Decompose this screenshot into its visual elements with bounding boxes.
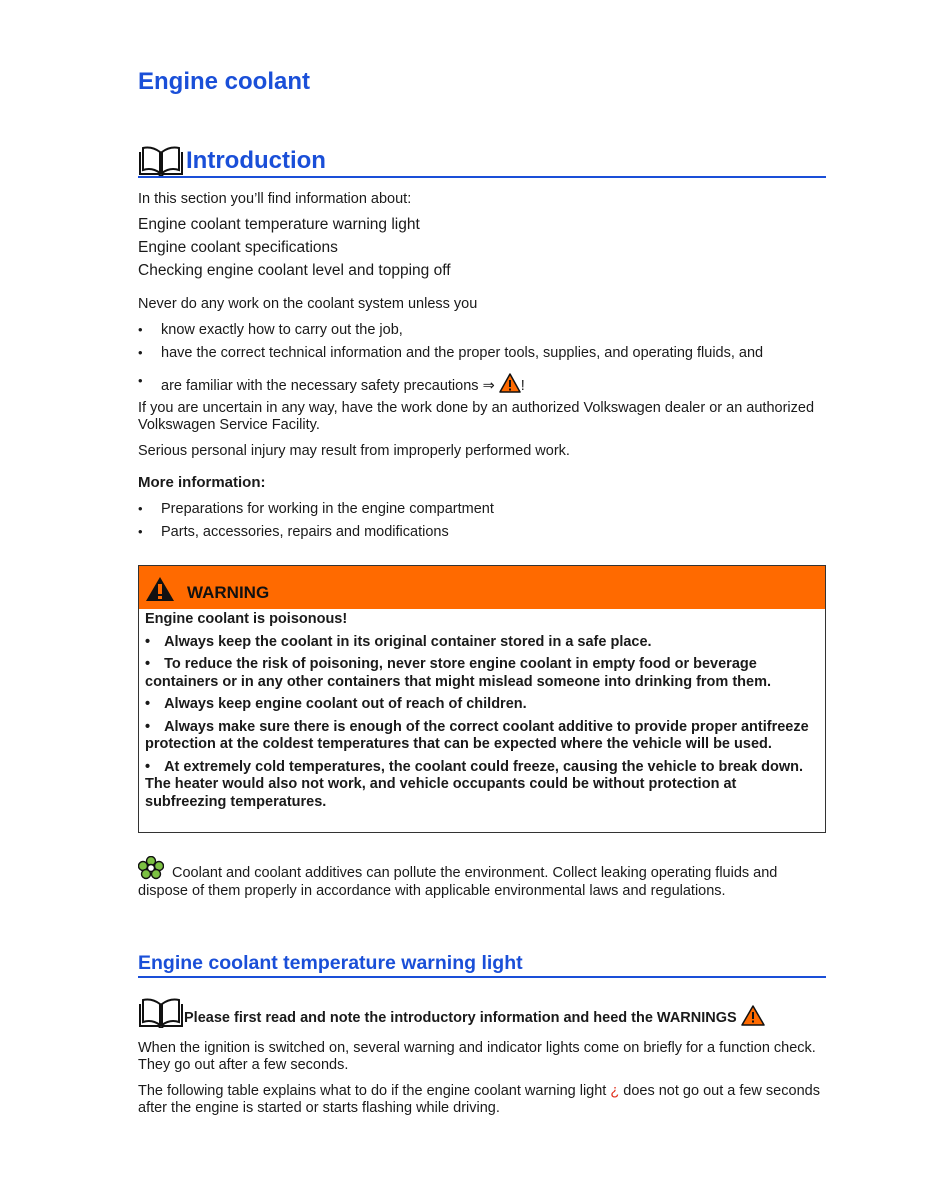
list-item: • have the correct technical information and the proper tools, supplies, and operating fluids, and — [138, 345, 826, 373]
read-first-text: Please first read and note the introductory information and heed the WARNINGS — [184, 1010, 737, 1026]
more-info-list — [138, 501, 826, 540]
intro-lead: In this section you’ll find information about: — [138, 191, 412, 207]
list-item: • know exactly how to carry out the job, — [138, 322, 826, 345]
warning-triangle-icon[interactable] — [741, 1005, 765, 1026]
warning-triangle-icon — [145, 576, 175, 602]
warning-item: • Always keep engine coolant out of reach of children. — [145, 696, 819, 714]
conditions-list — [138, 322, 826, 394]
topic-item: Engine coolant specifications — [138, 239, 338, 256]
never-text: Never do any work on the coolant system unless you — [138, 296, 478, 312]
intro-heading — [138, 138, 826, 178]
read-first-note — [138, 998, 826, 1028]
book-icon — [138, 146, 184, 176]
uncertain-text: If you are uncertain in any way, have the work done by an authorized Volkswagen dealer or an authorized Volkswagen Service Facility. — [138, 400, 815, 433]
environment-text: Coolant and coolant additives can pollute the environment. Collect leaking operating fluids and dispose of them properly in accordance with applicable environmental laws and regulations. — [138, 865, 778, 899]
more-info-link[interactable]: • Parts, accessories, repairs and modifications — [138, 524, 826, 540]
warning-box — [138, 565, 826, 833]
ignition-text: When the ignition is switched on, several warning and indicator lights come on briefly for a function check. They go out after a few seconds. — [138, 1040, 816, 1073]
page-title: Engine coolant — [138, 68, 311, 95]
intro-heading-text: Introduction — [186, 147, 326, 174]
topic-item: Engine coolant temperature warning light — [138, 216, 420, 233]
serious-text: Serious personal injury may result from improperly performed work. — [138, 443, 570, 459]
topic-item: Checking engine coolant level and topping off — [138, 262, 451, 279]
warning-triangle-icon — [499, 373, 521, 393]
coolant-warning-symbol: ¿ — [610, 1083, 620, 1099]
warning-item: • Always make sure there is enough of the correct coolant additive to provide proper antifreeze protection at the coldest temperatures that can be expected where the vehicle will be used. — [145, 719, 819, 754]
list-item: • are familiar with the necessary safety precautions ⇒ ! — [138, 373, 826, 394]
section-heading — [138, 950, 826, 978]
warning-body — [139, 609, 825, 811]
warning-item: • To reduce the risk of poisoning, never store engine coolant in empty food or beverage containers or in any other containers that might mislead someone into drinking from them. — [145, 656, 819, 691]
warning-item: • Always keep the coolant in its original container stored in a safe place. — [145, 634, 819, 652]
warning-label: WARNING — [187, 582, 270, 602]
book-icon — [138, 998, 184, 1028]
table-intro-text: The following table explains what to do if the engine coolant warning light ¿ does not go out a few seconds after the engine is started or starts flashing while driving. — [138, 1083, 820, 1116]
environment-flower-icon — [138, 856, 164, 880]
topic-list — [138, 213, 451, 282]
environment-note — [138, 856, 826, 900]
more-info-label: More information: — [138, 474, 266, 491]
warning-title: Engine coolant is poisonous! — [145, 611, 348, 627]
warning-item: • At extremely cold temperatures, the coolant could freeze, causing the vehicle to break down. The heater would also not work, and vehicle occupants could be without protection at subfreezing temperatures. — [145, 759, 819, 812]
more-info-link[interactable]: • Preparations for working in the engine compartment — [138, 501, 826, 524]
warning-header — [139, 566, 825, 609]
section-heading-text: Engine coolant temperature warning light — [138, 952, 523, 974]
